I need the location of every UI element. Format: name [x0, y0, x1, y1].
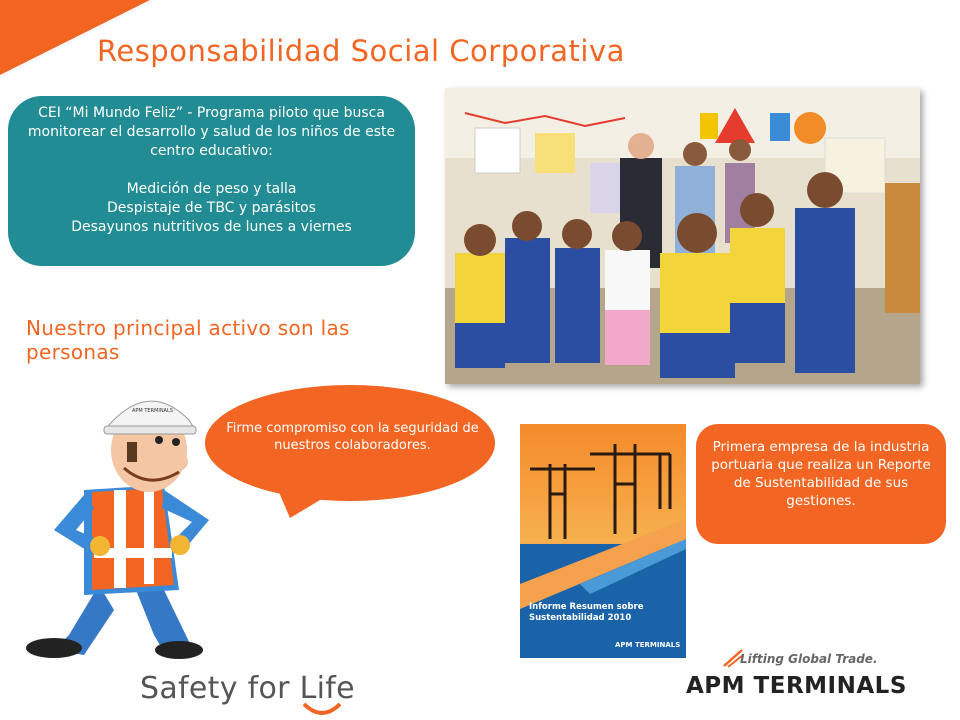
program-intro: CEI “Mi Mundo Feliz” - Programa piloto que busca monitorear el desarrollo y salud de los niños de este centro educativo: — [27, 105, 396, 159]
program-info-box — [8, 96, 415, 266]
sustainability-report-box: Primera empresa de la industria portuaria que realiza un Reporte de Sustentabilidad de sus gestiones. — [696, 424, 946, 544]
apm-tagline: Lifting Global Trade. — [740, 652, 878, 666]
program-item: Medición de peso y talla — [126, 181, 297, 197]
helmet-label: APM TERMINALS — [132, 408, 173, 414]
safety-commitment-text: Firme compromiso con la seguridad de nuestros colaboradores. — [226, 421, 479, 453]
safety-for-life-logo: Safety for Life — [140, 671, 355, 706]
people-subtitle: Nuestro principal activo son las personas — [26, 316, 350, 364]
program-item: Desayunos nutritivos de lunes a viernes — [71, 219, 352, 235]
apm-terminals-logo: APM TERMINALS — [686, 673, 907, 699]
smile-mark — [302, 702, 342, 720]
report-title: Informe Resumen sobre Sustentabilidad 2010 — [529, 602, 644, 623]
report-brand: APM TERMINALS — [615, 641, 681, 649]
classroom-photo — [445, 88, 920, 384]
slide-title: Responsabilidad Social Corporativa — [97, 34, 625, 68]
program-item: Despistaje de TBC y parásitos — [107, 200, 316, 216]
